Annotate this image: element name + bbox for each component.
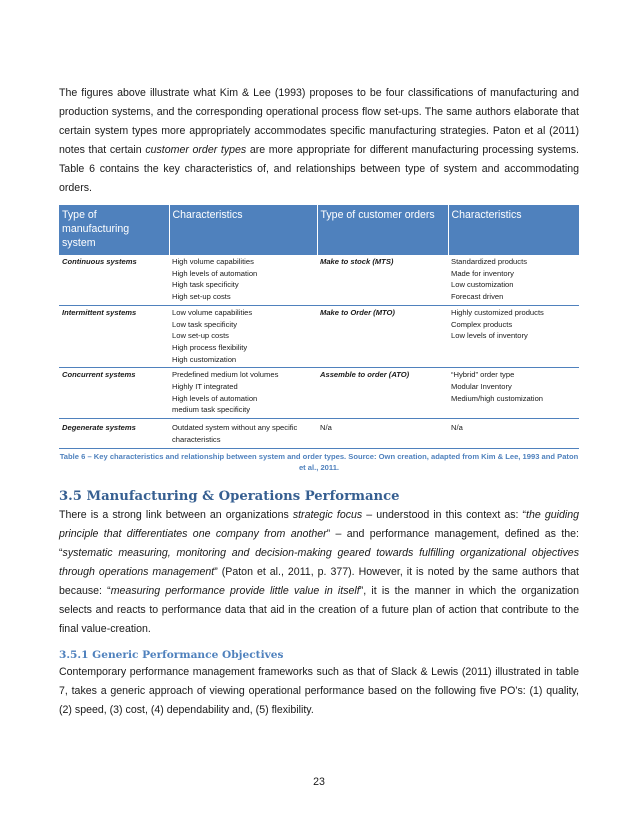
- subsection-heading: 3.5.1 Generic Performance Objectives: [59, 648, 284, 661]
- table-row: [59, 368, 579, 419]
- order-characteristics-cell: [448, 305, 579, 368]
- intro-emphasis: customer order types: [145, 144, 247, 156]
- characteristic-item: High set-up costs: [172, 292, 231, 302]
- characteristic-item: medium task specificity: [172, 405, 251, 415]
- section-heading: 3.5 Manufacturing & Operations Performance: [59, 488, 400, 504]
- table-header-row: [59, 205, 579, 255]
- order-characteristic-item: “Hybrid” order type: [451, 370, 515, 380]
- table-row: [59, 255, 579, 306]
- characteristic-item: High customization: [172, 354, 237, 364]
- system-type-cell: Continuous systems: [59, 255, 169, 306]
- section-quote: measuring performance provide little value in itself: [110, 584, 360, 597]
- order-characteristic-item: Modular Inventory: [451, 382, 512, 392]
- characteristics-cell: [169, 305, 317, 368]
- order-characteristic-item: Standardized products: [451, 257, 527, 266]
- header-system-type: Type of manufacturing system: [59, 205, 169, 255]
- page-content: [59, 84, 579, 720]
- section-quote: systematic measuring, monitoring and decision-making geared towards fulfilling organizational objectives through operations management: [59, 546, 579, 578]
- section-emphasis: strategic focus: [292, 508, 363, 521]
- intro-text-end: are more appropriate for different manufacturing processing systems. Table 6 contains the key characteristics of, and relationships between type of system and accommodating orders.: [59, 144, 579, 194]
- characteristics-cell: [169, 419, 317, 448]
- order-characteristic-item: Low customization: [451, 280, 514, 290]
- characteristic-item: Low set-up costs: [172, 331, 229, 341]
- system-type-cell: Intermittent systems: [59, 305, 169, 368]
- characteristic-item: High levels of automation: [172, 393, 258, 403]
- characteristic-item: High volume capabilities: [172, 257, 254, 266]
- order-type-cell: Assemble to order (ATO): [317, 368, 448, 419]
- characteristics-cell: [169, 255, 317, 306]
- order-characteristic-item: Complex products: [451, 319, 513, 329]
- order-characteristics-cell: [448, 419, 579, 448]
- characteristic-item: Low task specificity: [172, 319, 237, 329]
- header-order-characteristics: Characteristics: [448, 205, 579, 255]
- order-characteristic-item: Highly customized products: [451, 307, 544, 317]
- characteristic-item: High levels of automation: [172, 268, 258, 278]
- system-type-cell: Concurrent systems: [59, 368, 169, 419]
- table-6: [59, 205, 579, 449]
- characteristic-item: Highly IT integrated: [172, 382, 238, 392]
- characteristic-item: Outdated system without any specific characteristics: [172, 423, 298, 444]
- order-characteristic-item: Medium/high customization: [451, 393, 544, 403]
- header-characteristics: Characteristics: [169, 205, 317, 255]
- characteristic-item: High task specificity: [172, 280, 239, 290]
- characteristic-item: Predefined medium lot volumes: [172, 370, 279, 380]
- table-row: [59, 419, 579, 448]
- characteristic-item: Low volume capabilities: [172, 307, 253, 317]
- order-characteristics-cell: [448, 255, 579, 306]
- section-text: ” – and performance management, defined as the: “: [59, 527, 579, 559]
- table-caption: Table 6 – Key characteristics and relationship between system and order types. Source: Own creation, adapted from Kim & Lee, 1993 and Paton et al., 2011.: [59, 451, 579, 473]
- page-number: 23: [313, 776, 325, 788]
- section-text: There is a strong link between an organizations: [59, 508, 293, 521]
- section-quote: the guiding principle that differentiates one company from another: [59, 508, 579, 540]
- order-type-cell: N/a: [317, 419, 448, 448]
- characteristics-cell: [169, 368, 317, 419]
- system-type-cell: Degenerate systems: [59, 419, 169, 448]
- section-text: – understood in this context as: “: [362, 508, 527, 521]
- order-type-cell: Make to Order (MTO): [317, 305, 448, 368]
- order-type-cell: Make to stock (MTS): [317, 255, 448, 306]
- order-characteristic-item: Forecast driven: [451, 292, 504, 302]
- intro-text: The figures above illustrate what Kim & Lee (1993) proposes to be four classifications of manufacturing and production systems, and the corresponding operational process flow set-ups. The same authors elaborate that certain system types more appropriately accommodates specific manufacturing strategies. Paton et al (2011) notes that certain: [59, 87, 579, 156]
- order-characteristic-item: N/a: [451, 423, 463, 433]
- intro-paragraph: [59, 84, 579, 198]
- characteristic-item: High process flexibility: [172, 342, 248, 352]
- order-characteristics-cell: [448, 368, 579, 419]
- header-order-type: Type of customer orders: [317, 205, 448, 255]
- table-row: [59, 305, 579, 368]
- section-paragraph: [59, 506, 579, 639]
- section-text: ”, it is the manner in which the organization selects and reacts to performance data that aid in the creation of a future plan of action that contribute to the final value-creation.: [59, 584, 580, 635]
- section-text: ” (Paton et al., 2011, p. 377). However, it is noted by the same authors that because: “: [59, 565, 579, 597]
- order-characteristic-item: Low levels of inventory: [451, 331, 528, 341]
- order-characteristic-item: Made for inventory: [451, 268, 514, 278]
- subsection-paragraph: Contemporary performance management frameworks such as that of Slack & Lewis (2011) illustrated in table 7, takes a generic approach of viewing operational performance based on the following five PO’s: (1) quality, (2) speed, (3) cost, (4) dependability and, (5) flexibility.: [59, 665, 579, 716]
